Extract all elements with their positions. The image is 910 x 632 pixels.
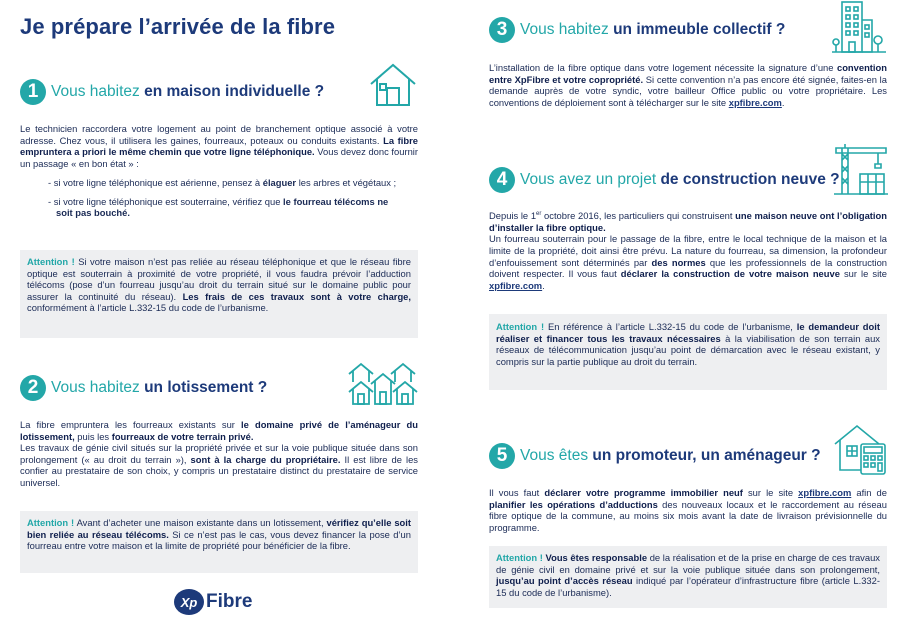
section-number: 1 xyxy=(20,79,46,105)
list-item: - si votre ligne téléphonique est souterraine, vérifiez que le fourreau télécoms ne soit pas bouché. xyxy=(48,195,389,219)
xpfibre-link[interactable]: xpfibre.com xyxy=(728,96,782,108)
xpfibre-link[interactable]: xpfibre.com xyxy=(489,279,543,291)
section-heading: Vous habitez un lotissement ? xyxy=(51,379,268,396)
developer-house-calculator-icon xyxy=(833,422,889,476)
section-number: 2 xyxy=(20,375,46,401)
section-heading: Vous êtes un promoteur, un aménageur ? xyxy=(520,447,821,464)
list-item: - si votre ligne téléphonique est aérienne, pensez à élaguer les arbres et végétaux ; xyxy=(48,177,397,188)
section-heading: Vous avez un projet de construction neuve ? xyxy=(520,171,840,188)
section-4-text: Depuis le 1er octobre 2016, les particuliers qui construisent une maison neuve ont l’obligation d’installer la fibre optique. Un fourreau souterrain pour le passage de la fibre, entre le local technique de la maison et la limite de la propriété, doit ainsi être prévu. La nature du fourreau, sa dimension, la profondeur d’enfouissement sont déterminés par des normes que les professionnels de la construction doivent respecter. Il vous faut déclarer la construction de votre maison neuve sur le site xpfibre.com. xyxy=(489,210,888,291)
page-title: Je prépare l’arrivée de la fibre xyxy=(20,14,336,39)
logo-wordmark: Fibre xyxy=(206,591,253,612)
section-heading: Vous habitez en maison individuelle ? xyxy=(51,83,325,100)
section-number: 3 xyxy=(489,17,515,43)
attention-box: Attention ! Vous êtes responsable de la réalisation et de la prise en charge de ces travaux de génie civil en domaine privé et sur la voie publique située dans son prolongement, jusqu’au point d’accès réseau indiqué par l’opérateur d’infrastructure fibre (article L.332-15 du code de l’urbanisme). xyxy=(489,546,887,608)
attention-box: Attention ! Avant d’acheter une maison existante dans un lotissement, vérifiez qu’elle soit bien reliée au réseau télécoms. Si ce n’est pas le cas, vous devez financer la pose d’un fourreau entre votre maison et la limite de propriété pour bénéficier de la fibre. xyxy=(20,511,418,573)
section-number: 5 xyxy=(489,443,515,469)
section-1-bullets xyxy=(48,177,400,219)
section-2-header xyxy=(20,375,267,401)
section-2-text: La fibre empruntera les fourreaux existants sur le domaine privé de l’aménageur du lotissement, puis les fourreaux de votre terrain privé. Les travaux de génie civil situés sur la propriété privée et sur la voie publique située dans son prolongement (« au droit du terrain »), sont à la charge du propriétaire. Il est libre de les confier au prestataire de son choix, y compris un prestataire distinct du prestataire de service universel. xyxy=(20,419,419,488)
logo-mark: Xp xyxy=(174,589,204,615)
houses-group-icon xyxy=(347,362,419,406)
section-heading: Vous habitez un immeuble collectif ? xyxy=(520,21,786,38)
xpfibre-logo xyxy=(174,589,252,615)
apartment-building-icon xyxy=(832,0,888,54)
section-5-header xyxy=(489,443,821,469)
section-3-header xyxy=(489,17,785,43)
section-1-text: Le technicien raccordera votre logement au point de branchement optique associé à votre adresse. Chez vous, il utilisera les gaines, fourreaux, poteaux ou conduits existants. La fibre empruntera a priori le même chemin que votre ligne téléphonique. Vous devez donc fournir un passage « en bon état » : xyxy=(20,123,418,169)
section-5-text: Il vous faut déclarer votre programme immobilier neuf sur le site xpfibre.com afin de planifier les opérations d’adductions des nouveaux locaux et le raccordement au réseau fibre optique de la commune, au moins six mois avant la date de livraison prévisionnelle du programme. xyxy=(489,487,887,533)
attention-box: Attention ! En référence à l’article L.332-15 du code de l’urbanisme, le demandeur doit réaliser et financer tous les travaux nécessaires à la viabilisation de son terrain aux réseaux de télécommunication jusqu’au point de démarcation avec le réseau existant, y compris sur la partie publique au droit du terrain. xyxy=(489,314,887,390)
attention-box: Attention ! Si votre maison n’est pas reliée au réseau téléphonique et que le réseau fibre optique est souterrain à proximité de votre propriété, il vous faudra prévoir l’adduction télécoms (pose d’un fourreau jusqu’au droit du terrain situé sur le domaine public pour assurer la continuité du réseau). Les frais de ces travaux sont à votre charge, conformément à l’article L.332-15 du code de l’urbanisme. xyxy=(20,250,418,338)
section-4-header xyxy=(489,167,840,193)
section-number: 4 xyxy=(489,167,515,193)
xpfibre-link[interactable]: xpfibre.com xyxy=(798,487,852,498)
section-3-text: L’installation de la fibre optique dans votre logement nécessite la signature d’une convention entre XpFibre et votre copropriété. Si cette convention n’a pas encore été signée, faites-en la demande auprès de votre syndic, votre bailleur Office public ou votre propriétaire. Les conventions de déploiement sont à télécharger sur le site xpfibre.com. xyxy=(489,62,887,108)
house-icon xyxy=(369,62,417,108)
section-1-header xyxy=(20,79,324,105)
construction-crane-icon xyxy=(834,144,888,196)
